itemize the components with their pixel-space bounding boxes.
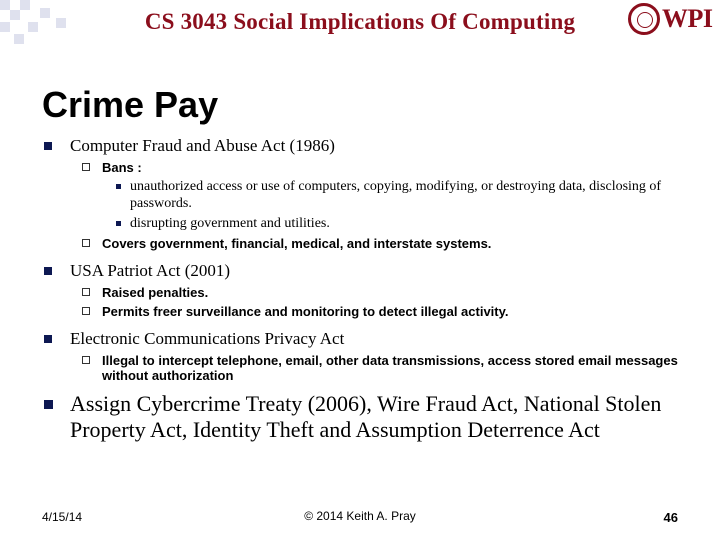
footer-date: 4/15/14 bbox=[42, 510, 83, 524]
bullet-text: USA Patriot Act (2001) bbox=[70, 261, 231, 280]
sub-bullet-text: Permits freer surveillance and monitoring to detect illegal activity. bbox=[102, 304, 509, 319]
logo-text: WPI bbox=[662, 4, 713, 33]
sub-bullet-text: Bans : bbox=[102, 160, 142, 175]
square-bullet-icon bbox=[44, 142, 52, 150]
sub-bullet-item bbox=[40, 160, 700, 175]
sub-bullet-item bbox=[40, 353, 700, 383]
bullet-text: Computer Fraud and Abuse Act (1986) bbox=[70, 136, 335, 155]
seal-icon bbox=[628, 3, 660, 35]
bullet-item bbox=[40, 135, 700, 156]
page-number: 46 bbox=[663, 510, 678, 525]
hollow-square-bullet-icon bbox=[82, 239, 90, 247]
square-bullet-icon bbox=[44, 400, 53, 409]
bullet-text: Electronic Communications Privacy Act bbox=[70, 329, 345, 348]
hollow-square-bullet-icon bbox=[82, 307, 90, 315]
footer-copyright: © 2014 Keith A. Pray bbox=[304, 509, 416, 523]
wpi-logo bbox=[628, 3, 716, 41]
sub-sub-bullet-item bbox=[40, 215, 700, 232]
sub-sub-bullet-item bbox=[40, 178, 700, 212]
hollow-square-bullet-icon bbox=[82, 288, 90, 296]
bullet-item bbox=[40, 260, 700, 281]
course-title: CS 3043 Social Implications Of Computing bbox=[144, 9, 576, 34]
square-bullet-icon bbox=[44, 267, 52, 275]
hollow-square-bullet-icon bbox=[82, 356, 90, 364]
small-square-bullet-icon bbox=[116, 184, 121, 189]
slide-content bbox=[40, 131, 700, 443]
slide-title: Crime Pay bbox=[42, 84, 219, 125]
sub-bullet-text: Illegal to intercept telephone, email, other data transmissions, access stored email messages without authorization bbox=[102, 353, 678, 383]
square-bullet-icon bbox=[44, 335, 52, 343]
small-square-bullet-icon bbox=[116, 221, 121, 226]
bullet-item bbox=[40, 328, 700, 349]
sub-bullet-item bbox=[40, 304, 700, 319]
hollow-square-bullet-icon bbox=[82, 163, 90, 171]
sub-bullet-text: Covers government, financial, medical, and interstate systems. bbox=[102, 236, 492, 251]
sub-bullet-item bbox=[40, 236, 700, 251]
sub-bullet-item bbox=[40, 285, 700, 300]
sub-sub-bullet-text: unauthorized access or use of computers, copying, modifying, or destroying data, disclosing of passwords. bbox=[130, 179, 662, 211]
bullet-text: Assign Cybercrime Treaty (2006), Wire Fraud Act, National Stolen Property Act, Identity Theft and Assumption Deterrence Act bbox=[70, 391, 662, 442]
sub-sub-bullet-text: disrupting government and utilities. bbox=[130, 216, 330, 231]
sub-bullet-text: Raised penalties. bbox=[102, 285, 209, 300]
bullet-item bbox=[40, 391, 700, 443]
